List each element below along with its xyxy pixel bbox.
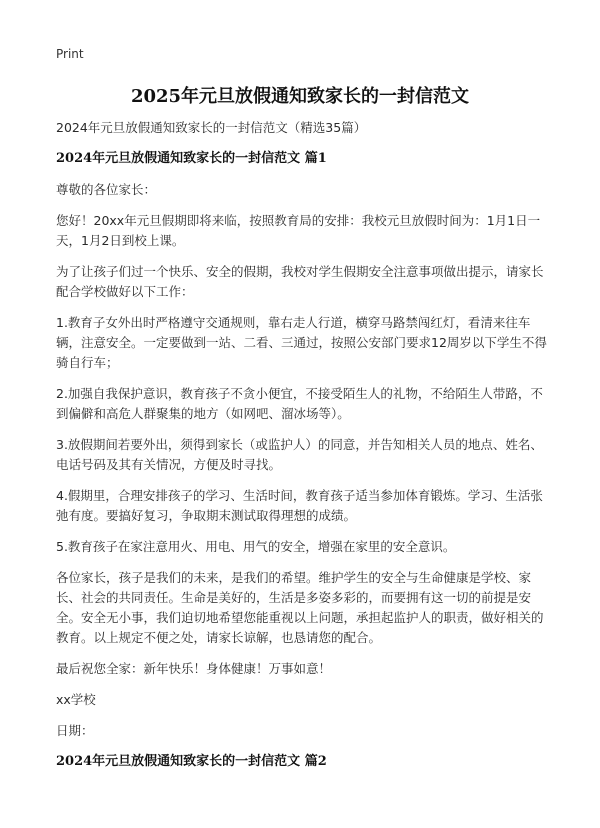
paragraph-item-2: 2.加强自我保护意识，教育孩子不贪小便宜，不接受陌生人的礼物，不给陌生人带路，不到偏僻和高危人群聚集的地方（如网吧、溜冰场等）。 bbox=[56, 386, 543, 421]
greeting: 尊敬的各位家长： bbox=[56, 182, 157, 197]
paragraph-wishes: 最后祝您全家：新年快乐！身体健康！万事如意！ bbox=[56, 661, 332, 676]
section-heading-2: 2024年元旦放假通知致家长的一封信范文 篇2 bbox=[56, 754, 327, 769]
paragraph-item-3: 3.放假期间若要外出，须得到家长（或监护人）的同意，并告知相关人员的地点、姓名、电话号码及其有关情况，方便及时寻找。 bbox=[56, 437, 543, 472]
section-heading-1: 2024年元旦放假通知致家长的一封信范文 篇1 bbox=[56, 151, 327, 166]
page-title: 2025年元旦放假通知致家长的一封信范文 bbox=[130, 86, 470, 107]
article-body bbox=[56, 118, 552, 783]
paragraph-item-1: 1.教育子女外出时严格遵守交通规则，靠右走人行道，横穿马路禁闯红灯，看清来往车辆，注意安全。一定要做到一站、二看、三通过，按照公安部门要求12周岁以下学生不得骑自行车； bbox=[56, 315, 547, 370]
article-subtitle: 2024年元旦放假通知致家长的一封信范文（精选35篇） bbox=[56, 120, 367, 135]
paragraph-item-5: 5.教育孩子在家注意用火、用电、用气的安全，增强在家里的安全意识。 bbox=[56, 539, 456, 554]
print-link[interactable]: Print bbox=[56, 47, 84, 61]
date-label: 日期： bbox=[56, 723, 94, 738]
paragraph-intro: 您好！20xx年元旦假期即将来临，按照教育局的安排：我校元旦放假时间为：1月1日一天，1月2日到校上课。 bbox=[56, 213, 541, 248]
paragraph-appeal: 各位家长，孩子是我们的未来，是我们的希望。维护学生的安全与生命健康是学校、家长、社会的共同责任。生命是美好的，生活是多姿多彩的，而要拥有这一切的前提是安全。安全无小事，我们迫切地希望您能重视以上问题，承担起监护人的职责，做好相关的教育。以上规定不便之处，请家长谅解，也恳请您的配合。 bbox=[56, 570, 544, 645]
signature: xx学校 bbox=[56, 692, 96, 707]
paragraph-purpose: 为了让孩子们过一个快乐、安全的假期，我校对学生假期安全注意事项做出提示，请家长配合学校做好以下工作： bbox=[56, 264, 544, 299]
paragraph-item-4: 4.假期里，合理安排孩子的学习、生活时间，教育孩子适当参加体育锻炼。学习、生活张弛有度。要搞好复习，争取期末测试取得理想的成绩。 bbox=[56, 488, 543, 523]
